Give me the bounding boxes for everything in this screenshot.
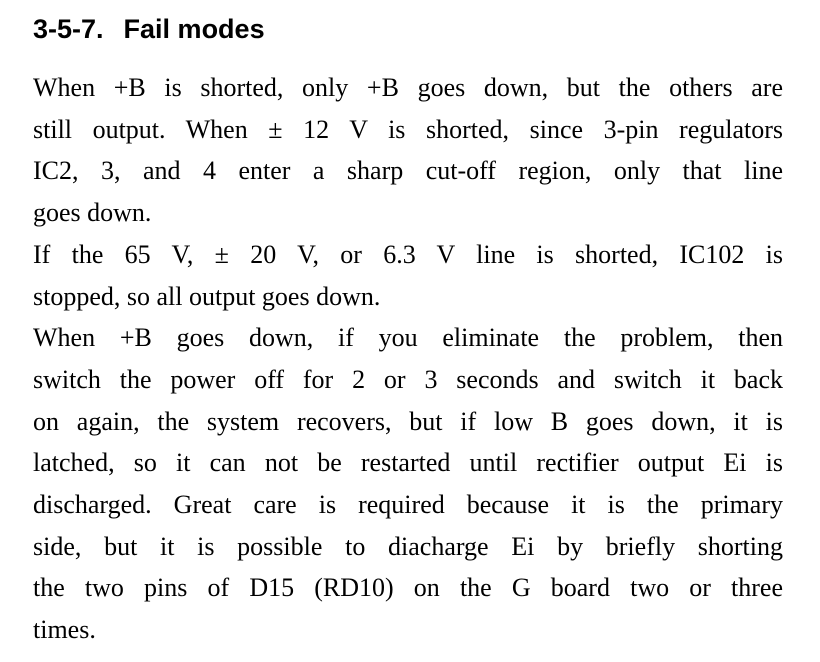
- text-line: goes down.: [33, 198, 152, 228]
- text-line: stopped, so all output goes down.: [33, 281, 381, 311]
- section-title: Fail modes: [123, 14, 265, 44]
- text-line: latched, so it can not be restarted until rectifier output Ei is: [33, 448, 783, 478]
- text-line: on again, the system recovers, but if low B goes down, it is: [33, 406, 783, 436]
- text-line: If the 65 V, ± 20 V, or 6.3 V line is shorted, IC102 is: [33, 239, 783, 269]
- text-line: switch the power off for 2 or 3 seconds and switch it back: [33, 364, 783, 394]
- text-line: still output. When ± 12 V is shorted, since 3-pin regulators: [33, 114, 783, 144]
- text-line: When +B is shorted, only +B goes down, but the others are: [33, 73, 783, 102]
- text-line: the two pins of D15 (RD10) on the G board two or three: [33, 573, 783, 603]
- text-line: side, but it is possible to diacharge Ei by briefly shorting: [33, 531, 783, 561]
- section-heading: [33, 10, 265, 48]
- text-line: IC2, 3, and 4 enter a sharp cut-off region, only that line: [33, 156, 783, 186]
- text-line: When +B goes down, if you eliminate the problem, then: [33, 323, 783, 353]
- section-number: 3-5-7.: [33, 14, 104, 44]
- text-line: discharged. Great care is required because it is the primary: [33, 490, 783, 520]
- text-line: times.: [33, 615, 96, 645]
- body-text: [33, 67, 783, 651]
